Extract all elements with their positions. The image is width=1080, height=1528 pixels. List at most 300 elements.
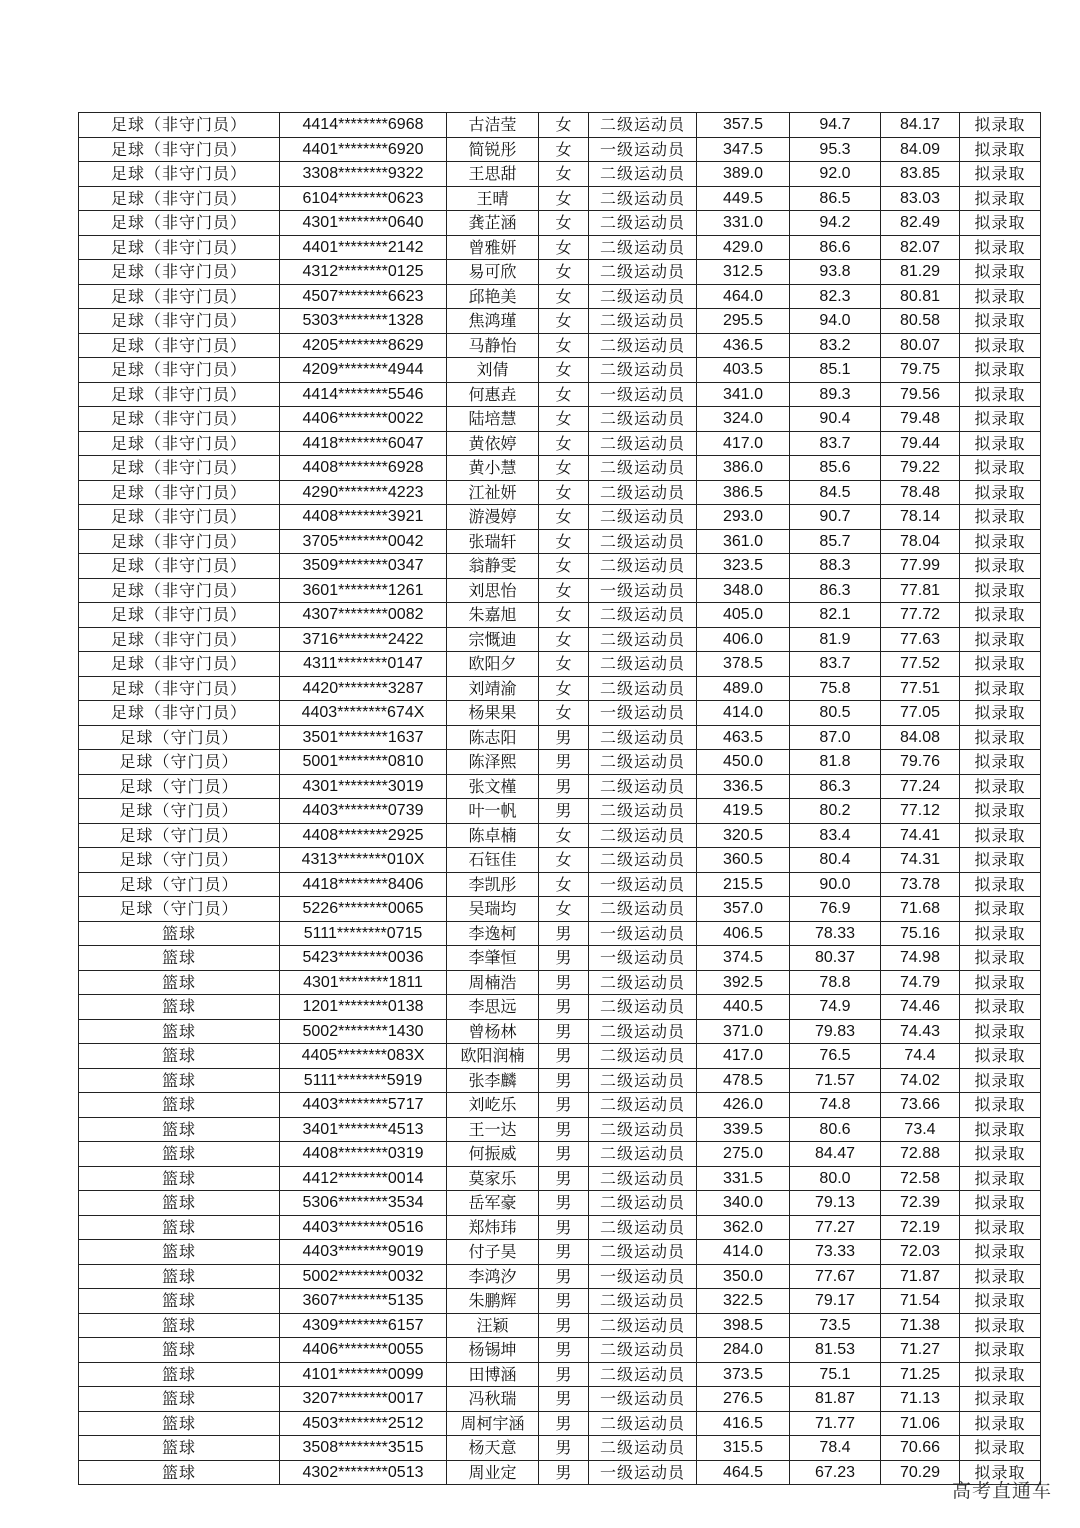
sport-score-cell: 81.8 [790,750,881,775]
table-row [79,1289,1041,1314]
result-cell: 拟录取 [960,1460,1041,1485]
name-cell: 杨天意 [447,1436,539,1461]
sport-score-cell: 74.8 [790,1093,881,1118]
id-cell: 5306********3534 [280,1191,447,1216]
sport-score-cell: 77.27 [790,1215,881,1240]
sport-score-cell: 78.8 [790,970,881,995]
total-score-cell: 79.76 [881,750,960,775]
culture-score-cell: 295.5 [697,309,790,334]
table-row [79,897,1041,922]
total-score-cell: 72.39 [881,1191,960,1216]
result-cell: 拟录取 [960,701,1041,726]
table-row [79,1362,1041,1387]
gender-cell: 男 [539,995,589,1020]
total-score-cell: 71.27 [881,1338,960,1363]
sport-cell: 足球（非守门员） [79,260,280,285]
culture-score-cell: 416.5 [697,1411,790,1436]
total-score-cell: 74.4 [881,1044,960,1069]
total-score-cell: 72.19 [881,1215,960,1240]
name-cell: 陈卓楠 [447,823,539,848]
sport-cell: 篮球 [79,1338,280,1363]
total-score-cell: 71.54 [881,1289,960,1314]
name-cell: 邱艳美 [447,284,539,309]
gender-cell: 男 [539,1044,589,1069]
gender-cell: 男 [539,1240,589,1265]
name-cell: 何惠垚 [447,382,539,407]
total-score-cell: 84.17 [881,113,960,138]
sport-cell: 足球（非守门员） [79,284,280,309]
id-cell: 4301********1811 [280,970,447,995]
id-cell: 3207********0017 [280,1387,447,1412]
table-row [79,113,1041,138]
sport-score-cell: 92.0 [790,162,881,187]
sport-score-cell: 89.3 [790,382,881,407]
sport-cell: 足球（守门员） [79,848,280,873]
total-score-cell: 73.78 [881,872,960,897]
name-cell: 焦鸿瑾 [447,309,539,334]
level-cell: 一级运动员 [589,578,697,603]
table-row [79,1313,1041,1338]
level-cell: 一级运动员 [589,1460,697,1485]
culture-score-cell: 336.5 [697,774,790,799]
result-cell: 拟录取 [960,309,1041,334]
total-score-cell: 82.07 [881,235,960,260]
culture-score-cell: 378.5 [697,652,790,677]
level-cell: 二级运动员 [589,799,697,824]
sport-score-cell: 80.4 [790,848,881,873]
result-cell: 拟录取 [960,1264,1041,1289]
sport-cell: 足球（非守门员） [79,480,280,505]
result-cell: 拟录取 [960,652,1041,677]
level-cell: 一级运动员 [589,921,697,946]
name-cell: 江祉妍 [447,480,539,505]
sport-cell: 足球（非守门员） [79,211,280,236]
level-cell: 二级运动员 [589,1240,697,1265]
culture-score-cell: 284.0 [697,1338,790,1363]
gender-cell: 男 [539,1313,589,1338]
gender-cell: 女 [539,554,589,579]
gender-cell: 女 [539,627,589,652]
name-cell: 周柯宇涵 [447,1411,539,1436]
sport-cell: 篮球 [79,1289,280,1314]
culture-score-cell: 419.5 [697,799,790,824]
sport-score-cell: 85.1 [790,358,881,383]
gender-cell: 女 [539,823,589,848]
culture-score-cell: 357.0 [697,897,790,922]
result-cell: 拟录取 [960,162,1041,187]
total-score-cell: 72.03 [881,1240,960,1265]
table-row [79,235,1041,260]
sport-cell: 篮球 [79,1142,280,1167]
result-cell: 拟录取 [960,186,1041,211]
sport-score-cell: 80.37 [790,946,881,971]
level-cell: 二级运动员 [589,211,697,236]
id-cell: 4403********0516 [280,1215,447,1240]
result-cell: 拟录取 [960,1068,1041,1093]
level-cell: 二级运动员 [589,1044,697,1069]
gender-cell: 女 [539,652,589,677]
sport-cell: 足球（守门员） [79,750,280,775]
sport-cell: 足球（非守门员） [79,113,280,138]
total-score-cell: 71.87 [881,1264,960,1289]
total-score-cell: 72.88 [881,1142,960,1167]
culture-score-cell: 340.0 [697,1191,790,1216]
name-cell: 王晴 [447,186,539,211]
table-row [79,1264,1041,1289]
name-cell: 王思甜 [447,162,539,187]
sport-score-cell: 74.9 [790,995,881,1020]
name-cell: 杨果果 [447,701,539,726]
level-cell: 二级运动员 [589,627,697,652]
culture-score-cell: 315.5 [697,1436,790,1461]
gender-cell: 女 [539,358,589,383]
level-cell: 二级运动员 [589,1166,697,1191]
culture-score-cell: 361.0 [697,529,790,554]
total-score-cell: 72.58 [881,1166,960,1191]
sport-score-cell: 86.3 [790,774,881,799]
total-score-cell: 70.29 [881,1460,960,1485]
level-cell: 二级运动员 [589,750,697,775]
total-score-cell: 73.4 [881,1117,960,1142]
total-score-cell: 79.48 [881,407,960,432]
sport-score-cell: 94.7 [790,113,881,138]
level-cell: 二级运动员 [589,480,697,505]
sport-cell: 足球（守门员） [79,897,280,922]
id-cell: 3607********5135 [280,1289,447,1314]
table-row [79,970,1041,995]
gender-cell: 女 [539,407,589,432]
table-row [79,872,1041,897]
level-cell: 二级运动员 [589,995,697,1020]
sport-score-cell: 67.23 [790,1460,881,1485]
gender-cell: 女 [539,529,589,554]
name-cell: 李凯彤 [447,872,539,897]
id-cell: 4313********010X [280,848,447,873]
id-cell: 4418********6047 [280,431,447,456]
id-cell: 4403********5717 [280,1093,447,1118]
id-cell: 3501********1637 [280,725,447,750]
result-cell: 拟录取 [960,848,1041,873]
gender-cell: 女 [539,113,589,138]
sport-cell: 足球（非守门员） [79,333,280,358]
culture-score-cell: 341.0 [697,382,790,407]
id-cell: 4406********0022 [280,407,447,432]
level-cell: 二级运动员 [589,603,697,628]
level-cell: 二级运动员 [589,260,697,285]
gender-cell: 男 [539,774,589,799]
table-row [79,774,1041,799]
sport-cell: 足球（非守门员） [79,186,280,211]
name-cell: 李思远 [447,995,539,1020]
sport-score-cell: 81.53 [790,1338,881,1363]
level-cell: 二级运动员 [589,333,697,358]
total-score-cell: 74.02 [881,1068,960,1093]
sport-score-cell: 80.2 [790,799,881,824]
total-score-cell: 77.24 [881,774,960,799]
culture-score-cell: 489.0 [697,676,790,701]
name-cell: 田博涵 [447,1362,539,1387]
name-cell: 李逸柯 [447,921,539,946]
culture-score-cell: 449.5 [697,186,790,211]
table-row [79,358,1041,383]
level-cell: 二级运动员 [589,554,697,579]
sport-cell: 足球（非守门员） [79,235,280,260]
result-cell: 拟录取 [960,995,1041,1020]
sport-score-cell: 77.67 [790,1264,881,1289]
id-cell: 4503********2512 [280,1411,447,1436]
name-cell: 李肇恒 [447,946,539,971]
name-cell: 游漫婷 [447,505,539,530]
result-cell: 拟录取 [960,284,1041,309]
table-row [79,480,1041,505]
sport-score-cell: 95.3 [790,137,881,162]
name-cell: 石钰佳 [447,848,539,873]
level-cell: 二级运动员 [589,970,697,995]
result-cell: 拟录取 [960,1289,1041,1314]
gender-cell: 女 [539,456,589,481]
level-cell: 二级运动员 [589,1215,697,1240]
gender-cell: 女 [539,505,589,530]
table-row [79,676,1041,701]
gender-cell: 男 [539,970,589,995]
gender-cell: 女 [539,480,589,505]
level-cell: 二级运动员 [589,431,697,456]
culture-score-cell: 322.5 [697,1289,790,1314]
name-cell: 黄依婷 [447,431,539,456]
culture-score-cell: 374.5 [697,946,790,971]
gender-cell: 女 [539,848,589,873]
total-score-cell: 74.79 [881,970,960,995]
level-cell: 一级运动员 [589,1264,697,1289]
result-cell: 拟录取 [960,480,1041,505]
total-score-cell: 74.98 [881,946,960,971]
sport-cell: 篮球 [79,1411,280,1436]
name-cell: 王一达 [447,1117,539,1142]
table-body [79,113,1041,1485]
total-score-cell: 79.56 [881,382,960,407]
total-score-cell: 77.05 [881,701,960,726]
total-score-cell: 77.51 [881,676,960,701]
sport-cell: 足球（非守门员） [79,627,280,652]
culture-score-cell: 450.0 [697,750,790,775]
culture-score-cell: 312.5 [697,260,790,285]
sport-cell: 篮球 [79,1362,280,1387]
culture-score-cell: 360.5 [697,848,790,873]
result-cell: 拟录取 [960,1166,1041,1191]
gender-cell: 女 [539,333,589,358]
table-row [79,456,1041,481]
level-cell: 二级运动员 [589,676,697,701]
id-cell: 4403********674X [280,701,447,726]
result-cell: 拟录取 [960,529,1041,554]
table-row [79,1460,1041,1485]
total-score-cell: 74.41 [881,823,960,848]
sport-cell: 篮球 [79,1460,280,1485]
id-cell: 1201********0138 [280,995,447,1020]
name-cell: 简锐彤 [447,137,539,162]
level-cell: 二级运动员 [589,774,697,799]
culture-score-cell: 398.5 [697,1313,790,1338]
sport-cell: 篮球 [79,995,280,1020]
gender-cell: 女 [539,872,589,897]
sport-score-cell: 79.83 [790,1019,881,1044]
id-cell: 5226********0065 [280,897,447,922]
sport-cell: 篮球 [79,921,280,946]
id-cell: 4401********6920 [280,137,447,162]
sport-score-cell: 84.5 [790,480,881,505]
culture-score-cell: 414.0 [697,701,790,726]
total-score-cell: 79.75 [881,358,960,383]
table-row [79,260,1041,285]
sport-cell: 足球（守门员） [79,799,280,824]
id-cell: 4414********5546 [280,382,447,407]
name-cell: 陈志阳 [447,725,539,750]
gender-cell: 男 [539,1436,589,1461]
result-cell: 拟录取 [960,1313,1041,1338]
sport-score-cell: 84.47 [790,1142,881,1167]
result-cell: 拟录取 [960,750,1041,775]
id-cell: 4403********0739 [280,799,447,824]
gender-cell: 男 [539,750,589,775]
result-cell: 拟录取 [960,1019,1041,1044]
result-cell: 拟录取 [960,970,1041,995]
name-cell: 杨锡坤 [447,1338,539,1363]
level-cell: 二级运动员 [589,1068,697,1093]
table-row [79,921,1041,946]
level-cell: 一级运动员 [589,382,697,407]
table-row [79,1191,1041,1216]
sport-cell: 足球（非守门员） [79,554,280,579]
level-cell: 二级运动员 [589,1338,697,1363]
name-cell: 张瑞轩 [447,529,539,554]
table-row [79,603,1041,628]
sport-score-cell: 75.8 [790,676,881,701]
culture-score-cell: 350.0 [697,1264,790,1289]
table-row [79,1068,1041,1093]
name-cell: 翁静雯 [447,554,539,579]
table-row [79,1093,1041,1118]
culture-score-cell: 348.0 [697,578,790,603]
gender-cell: 女 [539,162,589,187]
table-row [79,1338,1041,1363]
result-cell: 拟录取 [960,1338,1041,1363]
total-score-cell: 73.66 [881,1093,960,1118]
id-cell: 4414********6968 [280,113,447,138]
name-cell: 汪颖 [447,1313,539,1338]
level-cell: 二级运动员 [589,1117,697,1142]
level-cell: 二级运动员 [589,848,697,873]
gender-cell: 女 [539,284,589,309]
table-row [79,186,1041,211]
name-cell: 刘屹乐 [447,1093,539,1118]
result-cell: 拟录取 [960,921,1041,946]
level-cell: 一级运动员 [589,1387,697,1412]
level-cell: 二级运动员 [589,162,697,187]
level-cell: 二级运动员 [589,725,697,750]
level-cell: 二级运动员 [589,186,697,211]
sport-cell: 篮球 [79,1117,280,1142]
total-score-cell: 77.72 [881,603,960,628]
culture-score-cell: 386.5 [697,480,790,505]
total-score-cell: 78.48 [881,480,960,505]
result-cell: 拟录取 [960,333,1041,358]
sport-score-cell: 90.0 [790,872,881,897]
sport-cell: 篮球 [79,1166,280,1191]
gender-cell: 男 [539,946,589,971]
result-cell: 拟录取 [960,1411,1041,1436]
culture-score-cell: 406.5 [697,921,790,946]
sport-score-cell: 90.4 [790,407,881,432]
culture-score-cell: 320.5 [697,823,790,848]
name-cell: 莫家乐 [447,1166,539,1191]
id-cell: 4405********083X [280,1044,447,1069]
sport-score-cell: 80.0 [790,1166,881,1191]
gender-cell: 男 [539,1142,589,1167]
table-row [79,1240,1041,1265]
total-score-cell: 79.22 [881,456,960,481]
sport-score-cell: 87.0 [790,725,881,750]
table-row [79,750,1041,775]
result-cell: 拟录取 [960,505,1041,530]
result-cell: 拟录取 [960,1191,1041,1216]
table-row [79,505,1041,530]
table-row [79,701,1041,726]
total-score-cell: 74.31 [881,848,960,873]
sport-cell: 篮球 [79,1240,280,1265]
sport-cell: 篮球 [79,1068,280,1093]
total-score-cell: 83.85 [881,162,960,187]
sport-score-cell: 90.7 [790,505,881,530]
sport-score-cell: 75.1 [790,1362,881,1387]
culture-score-cell: 331.5 [697,1166,790,1191]
id-cell: 4301********0640 [280,211,447,236]
result-cell: 拟录取 [960,1044,1041,1069]
result-cell: 拟录取 [960,1215,1041,1240]
sport-cell: 篮球 [79,1019,280,1044]
total-score-cell: 84.08 [881,725,960,750]
table-row [79,284,1041,309]
table-row [79,309,1041,334]
id-cell: 3509********0347 [280,554,447,579]
total-score-cell: 81.29 [881,260,960,285]
name-cell: 宗慨迪 [447,627,539,652]
culture-score-cell: 440.5 [697,995,790,1020]
total-score-cell: 71.68 [881,897,960,922]
sport-score-cell: 94.0 [790,309,881,334]
level-cell: 二级运动员 [589,823,697,848]
sport-score-cell: 85.6 [790,456,881,481]
culture-score-cell: 392.5 [697,970,790,995]
sport-score-cell: 76.9 [790,897,881,922]
sport-cell: 足球（非守门员） [79,162,280,187]
name-cell: 马静怡 [447,333,539,358]
table-row [79,946,1041,971]
gender-cell: 男 [539,1215,589,1240]
total-score-cell: 78.14 [881,505,960,530]
level-cell: 二级运动员 [589,1362,697,1387]
sport-cell: 足球（非守门员） [79,505,280,530]
gender-cell: 男 [539,725,589,750]
culture-score-cell: 414.0 [697,1240,790,1265]
sport-score-cell: 83.7 [790,652,881,677]
sport-cell: 篮球 [79,1313,280,1338]
level-cell: 一级运动员 [589,137,697,162]
level-cell: 二级运动员 [589,456,697,481]
gender-cell: 女 [539,897,589,922]
gender-cell: 男 [539,1019,589,1044]
table-row [79,1166,1041,1191]
sport-cell: 足球（守门员） [79,872,280,897]
